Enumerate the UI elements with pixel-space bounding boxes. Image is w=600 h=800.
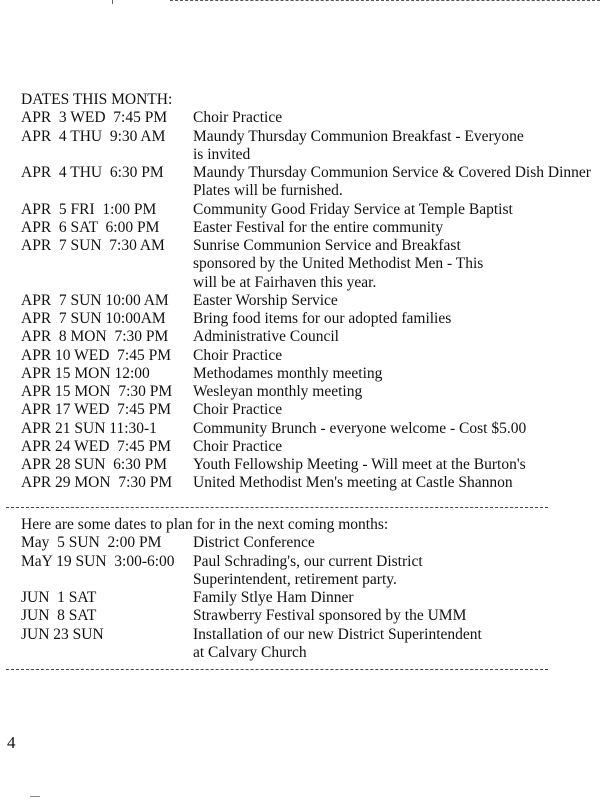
event-row — [21, 534, 482, 552]
event-continuation — [21, 571, 482, 589]
event-description: Maundy Thursday Communion Breakfast - Everyone — [193, 127, 524, 145]
top-divider — [170, 0, 600, 1]
event-row — [21, 128, 591, 146]
event-date: APR 28 SUN 6:30 PM — [21, 456, 167, 473]
event-description: Community Brunch - everyone welcome - Cost $5.00 — [193, 419, 527, 437]
event-date — [21, 146, 193, 164]
event-description: Easter Worship Service — [193, 291, 338, 309]
event-description: Community Good Friday Service at Temple Baptist — [193, 200, 513, 218]
event-row — [21, 383, 591, 401]
section-heading: DATES THIS MONTH: — [21, 91, 173, 108]
event-description: Wesleyan monthly meeting — [193, 383, 363, 400]
event-description: Administrative Council — [193, 328, 339, 346]
event-row — [21, 456, 591, 474]
event-continuation — [21, 274, 591, 292]
scan-mark — [112, 0, 113, 4]
event-date: APR 15 MON 12:00 — [21, 364, 150, 382]
event-date: JUN 23 SUN — [21, 625, 104, 643]
event-date: APR 4 THU 6:30 PM — [21, 164, 164, 181]
event-date: APR 6 SAT 6:00 PM — [21, 218, 160, 236]
event-date — [21, 644, 193, 662]
event-row — [21, 237, 591, 255]
event-row — [21, 589, 482, 607]
event-date: APR 17 WED 7:45 PM — [21, 401, 171, 419]
event-continuation — [21, 644, 482, 662]
event-description: Youth Fellowship Meeting - Will meet at the Burton's — [193, 456, 526, 473]
event-date: APR 29 MON 7:30 PM — [21, 474, 173, 492]
event-description: is invited — [193, 145, 251, 163]
event-description: Family Stlye Ham Dinner — [193, 589, 354, 606]
page-number: 4 — [7, 733, 16, 752]
event-description: Choir Practice — [193, 437, 283, 455]
event-description: Methodames monthly meeting — [193, 364, 383, 382]
event-description: Choir Practice — [193, 401, 283, 419]
event-date — [21, 255, 193, 273]
event-row — [21, 401, 591, 419]
event-description: Plates will be furnished. — [193, 182, 343, 200]
event-date: APR 8 MON 7:30 PM — [21, 328, 169, 346]
section-heading: Here are some dates to plan for in the next coming months: — [21, 516, 389, 533]
event-row — [21, 292, 591, 310]
event-row — [21, 164, 591, 182]
event-list — [21, 109, 591, 492]
event-date — [21, 571, 193, 589]
event-date: MaY 19 SUN 3:00-6:00 — [21, 552, 175, 570]
event-description: United Methodist Men's meeting at Castle Shannon — [193, 474, 513, 492]
event-description: Superintendent, retirement party. — [193, 570, 397, 588]
event-date: APR 4 THU 9:30 AM — [21, 127, 166, 145]
event-description: Strawberry Festival sponsored by the UMM — [193, 607, 467, 625]
event-description: Choir Practice — [193, 346, 283, 364]
event-date: APR 7 SUN 10:00AM — [21, 310, 166, 327]
event-row — [21, 347, 591, 365]
event-date: APR 10 WED 7:45 PM — [21, 346, 171, 364]
event-description: at Calvary Church — [193, 643, 307, 661]
event-row — [21, 328, 591, 346]
event-continuation — [21, 146, 591, 164]
event-description: Paul Schrading's, our current District — [193, 552, 423, 570]
event-row — [21, 438, 591, 456]
event-description: will be at Fairhaven this year. — [193, 273, 377, 291]
dashed-divider — [6, 507, 548, 508]
event-row — [21, 420, 591, 438]
coming-months-section — [21, 516, 482, 662]
event-row — [21, 310, 591, 328]
event-list — [21, 534, 482, 662]
event-date: JUN 8 SAT — [21, 607, 97, 625]
event-description: Installation of our new District Superintendent — [193, 625, 482, 643]
scan-mark — [30, 796, 40, 797]
event-row — [21, 109, 591, 127]
event-description: Sunrise Communion Service and Breakfast — [193, 237, 461, 254]
event-date: APR 21 SUN 11:30-1 — [21, 419, 157, 437]
event-row — [21, 219, 591, 237]
event-date: APR 7 SUN 7:30 AM — [21, 237, 165, 254]
event-date: APR 3 WED 7:45 PM — [21, 109, 168, 127]
event-description: Choir Practice — [193, 109, 283, 127]
event-description: Bring food items for our adopted families — [193, 310, 452, 327]
event-row — [21, 474, 591, 492]
event-date — [21, 182, 193, 200]
event-date: JUN 1 SAT — [21, 589, 97, 606]
event-date — [21, 274, 193, 292]
event-continuation — [21, 182, 591, 200]
event-date: APR 7 SUN 10:00 AM — [21, 291, 169, 309]
event-row — [21, 553, 482, 571]
event-date: APR 5 FRI 1:00 PM — [21, 200, 157, 218]
event-description: sponsored by the United Methodist Men - This — [193, 255, 484, 273]
event-description: Easter Festival for the entire community — [193, 218, 444, 236]
this-month-section — [21, 91, 591, 493]
dashed-divider — [6, 669, 548, 670]
event-continuation — [21, 255, 591, 273]
event-date: APR 24 WED 7:45 PM — [21, 437, 171, 455]
event-date: May 5 SUN 2:00 PM — [21, 534, 162, 552]
event-description: Maundy Thursday Communion Service & Covered Dish Dinner — [193, 164, 591, 181]
event-row — [21, 626, 482, 644]
event-row — [21, 201, 591, 219]
event-row — [21, 607, 482, 625]
event-date: APR 15 MON 7:30 PM — [21, 383, 173, 400]
event-row — [21, 365, 591, 383]
event-description: District Conference — [193, 534, 315, 552]
